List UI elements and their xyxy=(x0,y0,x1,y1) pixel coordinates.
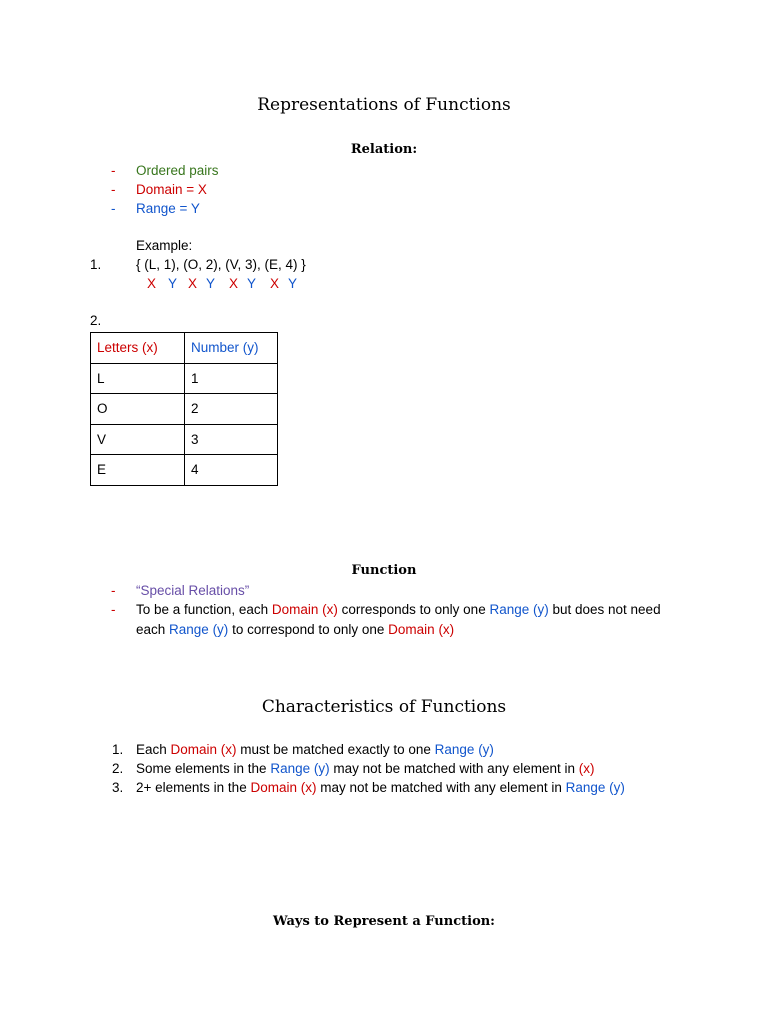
table-cell: V xyxy=(91,424,185,455)
bullet-dash: - xyxy=(111,201,116,216)
letters-numbers-table xyxy=(90,332,278,486)
bullet-dash: - xyxy=(111,163,116,178)
table-header-row xyxy=(91,333,278,364)
list-number: 2. xyxy=(112,761,124,776)
x-label: X xyxy=(188,276,198,291)
bullet-domain: Domain = X xyxy=(136,182,207,197)
document-title: Representations of Functions xyxy=(257,95,511,115)
text: Some elements in the xyxy=(136,761,271,776)
range-term: Range (y) xyxy=(434,742,494,757)
function-heading: Function xyxy=(351,563,417,578)
y-label: Y xyxy=(206,276,216,291)
example-1-number: 1. xyxy=(90,257,102,272)
table-row xyxy=(91,455,278,486)
example-2-number: 2. xyxy=(90,313,102,328)
y-label: Y xyxy=(288,276,298,291)
list-item xyxy=(136,761,595,776)
ways-heading: Ways to Represent a Function: xyxy=(273,914,495,929)
domain-term: Domain (x) xyxy=(250,780,317,795)
characteristics-title: Characteristics of Functions xyxy=(261,697,507,717)
range-term: Range (y) xyxy=(565,780,625,795)
range-term: Range (y) xyxy=(270,761,330,776)
table-cell: 1 xyxy=(185,363,278,394)
table-cell: O xyxy=(91,394,185,425)
example-1-set: { (L, 1), (O, 2), (V, 3), (E, 4) } xyxy=(136,257,306,272)
text: Each xyxy=(136,742,171,757)
relation-heading: Relation: xyxy=(350,142,418,157)
table-header-letters: Letters (x) xyxy=(91,333,185,364)
table-row xyxy=(91,424,278,455)
table-cell: 2 xyxy=(185,394,278,425)
range-term: Range (y) xyxy=(169,622,229,637)
table-cell: 3 xyxy=(185,424,278,455)
text: each xyxy=(136,622,170,637)
bullet-dash: - xyxy=(111,583,116,598)
table-row xyxy=(91,363,278,394)
text: may not be matched with any element in xyxy=(316,780,566,795)
domain-term: Domain (x) xyxy=(388,622,455,637)
example-label: Example: xyxy=(136,238,193,253)
y-label: Y xyxy=(168,276,178,291)
list-item xyxy=(136,780,625,795)
text: but does not need xyxy=(548,602,661,617)
range-term: Range (y) xyxy=(489,602,549,617)
domain-term: Domain (x) xyxy=(271,602,338,617)
text: may not be matched with any element in xyxy=(329,761,579,776)
table-row xyxy=(91,394,278,425)
function-definition-line-2 xyxy=(136,622,454,637)
domain-term: (x) xyxy=(578,761,595,776)
x-label: X xyxy=(229,276,239,291)
example-1-xy-labels xyxy=(0,276,768,294)
bullet-special-relations: “Special Relations” xyxy=(136,583,250,598)
x-label: X xyxy=(270,276,280,291)
table-cell: E xyxy=(91,455,185,486)
bullet-dash: - xyxy=(111,602,116,617)
text: to correspond to only one xyxy=(228,622,389,637)
x-label: X xyxy=(147,276,157,291)
text: corresponds to only one xyxy=(337,602,490,617)
text: must be matched exactly to one xyxy=(236,742,435,757)
table-header-number: Number (y) xyxy=(185,333,278,364)
text: To be a function, each xyxy=(136,602,272,617)
function-definition-line-1 xyxy=(136,602,661,617)
table-cell: 4 xyxy=(185,455,278,486)
y-label: Y xyxy=(247,276,257,291)
bullet-dash: - xyxy=(111,182,116,197)
bullet-range: Range = Y xyxy=(136,201,200,216)
text: 2+ elements in the xyxy=(136,780,251,795)
domain-term: Domain (x) xyxy=(170,742,237,757)
list-number: 1. xyxy=(112,742,124,757)
table-cell: L xyxy=(91,363,185,394)
list-item xyxy=(136,742,494,757)
bullet-ordered-pairs: Ordered pairs xyxy=(136,163,219,178)
list-number: 3. xyxy=(112,780,124,795)
